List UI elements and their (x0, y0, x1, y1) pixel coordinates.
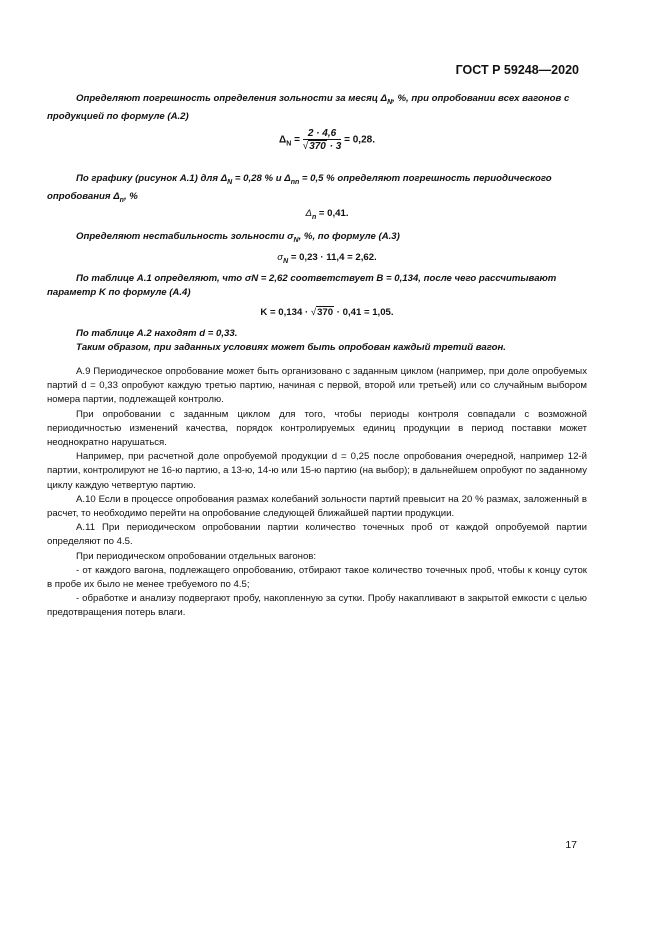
paragraph-cycle: При опробовании с заданным циклом для того, чтобы периоды контроля совпадали с возможной периодичностью изменений качества, порядок контролируемых единиц продукции в период поставки может неоднократно нарушаться. (47, 408, 587, 449)
paragraph-instability: Определяют нестабильность зольности $\sigma_N$, %, по формуле (А.3) (76, 231, 400, 244)
paragraph-error-monthly: Определяют погрешность определения зольности за месяц $\Delta_N$, %, при опробовании всех вагонов с продукцией по формуле (А.2) (47, 93, 570, 123)
list-item: - от каждого вагона, подлежащего опробованию, отбирают такое количество точечных проб, чтобы к концу суток в пробе их было не менее требуемого по 4.5; (47, 564, 587, 591)
formula-a4: K = 0,134 · √370 · 0,41 = 1,05. (260, 307, 394, 318)
paragraph-wagons-intro: При периодическом опробовании отдельных вагонов: (76, 550, 317, 562)
clause-a10: А.10 Если в процессе опробования размах колебаний зольности партий превысит на 20 % размах, заложенный в расчет, то необходимо перейти на опробование следующей ближайшей партии продукции. (47, 493, 587, 520)
page-number: 17 (565, 839, 577, 851)
formula-a2: $\Delta_N$ = $\frac{2 \cdot 4,6}{√370 \cdot 3}$ = 0,28. (279, 128, 375, 152)
paragraph-table-a1: По таблице А.1 определяют, что σN = 2,62 соответствует B = 0,134, после чего рассчитывают параметр K по формуле (А.4) (47, 273, 557, 299)
formula-delta-n: $\Delta_n = 0,41$. (305, 208, 349, 221)
fraction: $\frac{2 \cdot 4,6}{√370 \cdot 3}$ (302, 128, 342, 152)
clause-a9: А.9 Периодическое опробование может быть организовано с заданным циклом (например, при доле опробуемых партий d = 0,33 опробуют каждую третью партию, начиная с первой, второй или третьей) или со случайным выбором номера партии, подлежащей контролю. (47, 366, 587, 406)
paragraph-graph: По графику (рисунок А.1) для $\Delta_N = 0,28$ % и $\Delta_{nn} = 0,5$ % определяют погрешность периодического опробования $\Delta_n$, % (47, 173, 552, 205)
paragraph-table-a2: По таблице А.2 находят d = 0,33. Таким образом, при заданных условиях может быть опробован каждый третий вагон. (76, 328, 506, 354)
paragraph-example: Например, при расчетной доле опробуемой продукции d = 0,25 после опробования очередной, например 12-й партии, контролируют не 16-ю партию, а 13-ю, 14-ю или 15-ю партию (на выбор); в дальнейшем опробуют по заданному циклу каждую четвертую партию. (47, 451, 587, 491)
clause-a11: А.11 При периодическом опробовании партии количество точечных проб от каждой опробуемой партии определяют по 4.5. (47, 522, 587, 548)
standard-header: ГОСТ Р 59248—2020 (455, 63, 579, 77)
body-text (47, 365, 587, 621)
formula-a3: $\sigma_N = 0,23 \cdot 11,4 = 2,62$. (277, 252, 377, 265)
list-item: - обработке и анализу подвергают пробу, накопленную за сутки. Пробу накапливают в закрытой емкости с целью предотвращения потерь влаги. (47, 593, 587, 619)
